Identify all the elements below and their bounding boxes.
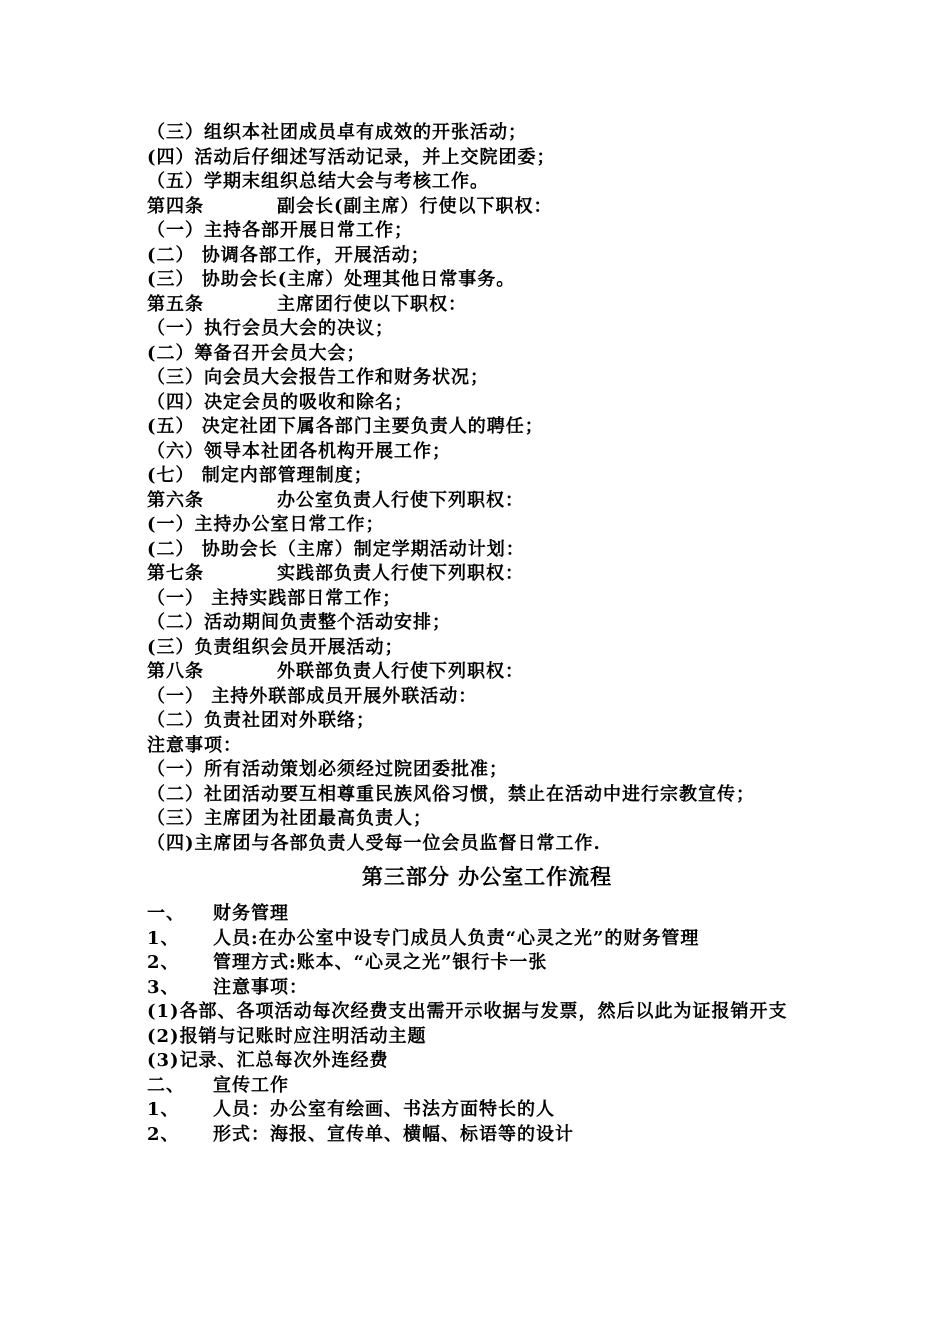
- section-title: 第三部分 办公室工作流程: [361, 864, 613, 889]
- finance-heading: [147, 902, 827, 927]
- finance-item: [147, 951, 827, 976]
- text-line: (三） 协助会长(主席）处理其他日常事务。: [147, 269, 516, 290]
- article-6: [147, 489, 827, 514]
- text-line: (七） 制定内部管理制度；: [147, 465, 373, 486]
- text-line: （一）所有活动策划必须经过院团委批准；: [147, 759, 508, 780]
- text-line: （四)主席团与各部负责人受每一位会员监督日常工作.: [147, 832, 601, 854]
- article-text: 办公室负责人行使下列职权：: [277, 489, 524, 511]
- item-text: 财务管理: [213, 903, 289, 924]
- note-text: 报销与记账时应注明活动主题: [179, 1025, 427, 1047]
- item-text: 注意事项：: [213, 976, 308, 998]
- item-text: 人员：办公室有绘画、书法方面特长的人: [213, 1099, 555, 1120]
- note-text: 记录、汇总每次外连经费: [179, 1050, 389, 1071]
- publicity-heading: [147, 1074, 827, 1099]
- item-number: 1、: [147, 1099, 180, 1120]
- item-text: 人员:在办公室中设专门成员人负责“心灵之光”的财务管理: [213, 927, 700, 949]
- finance-note: [147, 1025, 827, 1050]
- item-number: 3、: [147, 976, 180, 998]
- text-line: 注意事项：: [147, 734, 242, 756]
- article-7: [147, 562, 827, 587]
- article-number: 第四条: [147, 195, 204, 217]
- note-number: (2): [147, 1025, 180, 1047]
- item-number: 1、: [147, 927, 180, 949]
- article-text: 实践部负责人行使下列职权：: [277, 563, 524, 584]
- item-text: 管理方式:账本、“心灵之光”银行卡一张: [213, 952, 548, 973]
- text-line: （二）负责社团对外联络；: [147, 710, 375, 731]
- text-line: (二） 协调各部工作，开展活动；: [147, 244, 430, 266]
- text-line: (二）筹备召开会员大会；: [147, 342, 366, 364]
- item-number: 2、: [147, 952, 180, 973]
- article-number: 第七条: [147, 563, 204, 584]
- finance-item: [147, 976, 827, 1001]
- note-number: (3): [147, 1050, 180, 1071]
- article-text: 副会长(副主席）行使以下职权：: [277, 195, 553, 217]
- text-line: （三）向会员大会报告工作和财务状况；: [147, 367, 489, 388]
- text-line: （一）执行会员大会的决议；: [147, 318, 394, 339]
- text-line: (三）负责组织会员开展活动；: [147, 636, 404, 658]
- text-line: (一）主持办公室日常工作；: [147, 514, 385, 535]
- text-line: （三）主席团为社团最高负责人；: [147, 808, 432, 829]
- text-line: （一） 主持实践部日常工作；: [147, 587, 402, 609]
- finance-item: [147, 927, 827, 952]
- article-4: [147, 195, 827, 220]
- finance-note: [147, 1049, 827, 1074]
- article-text: 外联部负责人行使下列职权：: [277, 661, 524, 682]
- note-number: (1): [147, 1001, 180, 1022]
- document-page: [147, 121, 827, 1147]
- text-line: (五） 决定社团下属各部门主要负责人的聘任；: [147, 416, 544, 437]
- text-line: （二）社团活动要互相尊重民族风俗习惯，禁止在活动中进行宗教宣传；: [147, 783, 755, 805]
- article-number: 第六条: [147, 489, 204, 511]
- note-text: 各部、各项活动每次经费支出需开示收据与发票，然后以此为证报销开支: [179, 1001, 788, 1022]
- text-line: （一）主持各部开展日常工作；: [147, 220, 413, 241]
- item-text: 宣传工作: [213, 1074, 289, 1096]
- finance-note: [147, 1000, 827, 1025]
- article-5: [147, 293, 827, 318]
- publicity-item: [147, 1098, 827, 1123]
- text-line: （二）活动期间负责整个活动安排；: [147, 612, 451, 633]
- text-line: （三）组织本社团成员卓有成效的开张活动；: [147, 122, 527, 143]
- text-line: (四）活动后仔细述写活动记录，并上交院团委；: [147, 146, 556, 168]
- article-number: 第八条: [147, 661, 204, 682]
- text-line: （四）决定会员的吸收和除名；: [147, 391, 413, 413]
- article-8: [147, 660, 827, 685]
- article-number: 第五条: [147, 293, 204, 315]
- text-line: （五）学期末组织总结大会与考核工作。: [147, 171, 489, 192]
- item-number: 2、: [147, 1123, 180, 1145]
- text-line: （六）领导本社团各机构开展工作；: [147, 440, 451, 462]
- item-text: 形式：海报、宣传单、横幅、标语等的设计: [213, 1123, 574, 1145]
- item-number: 二、: [147, 1074, 185, 1096]
- text-line: (二） 协助会长（主席）制定学期活动计划：: [147, 538, 525, 560]
- text-line: （一） 主持外联部成员开展外联活动：: [147, 685, 478, 707]
- item-number: 一、: [147, 903, 185, 924]
- article-text: 主席团行使以下职权：: [277, 293, 467, 315]
- publicity-item: [147, 1123, 827, 1148]
